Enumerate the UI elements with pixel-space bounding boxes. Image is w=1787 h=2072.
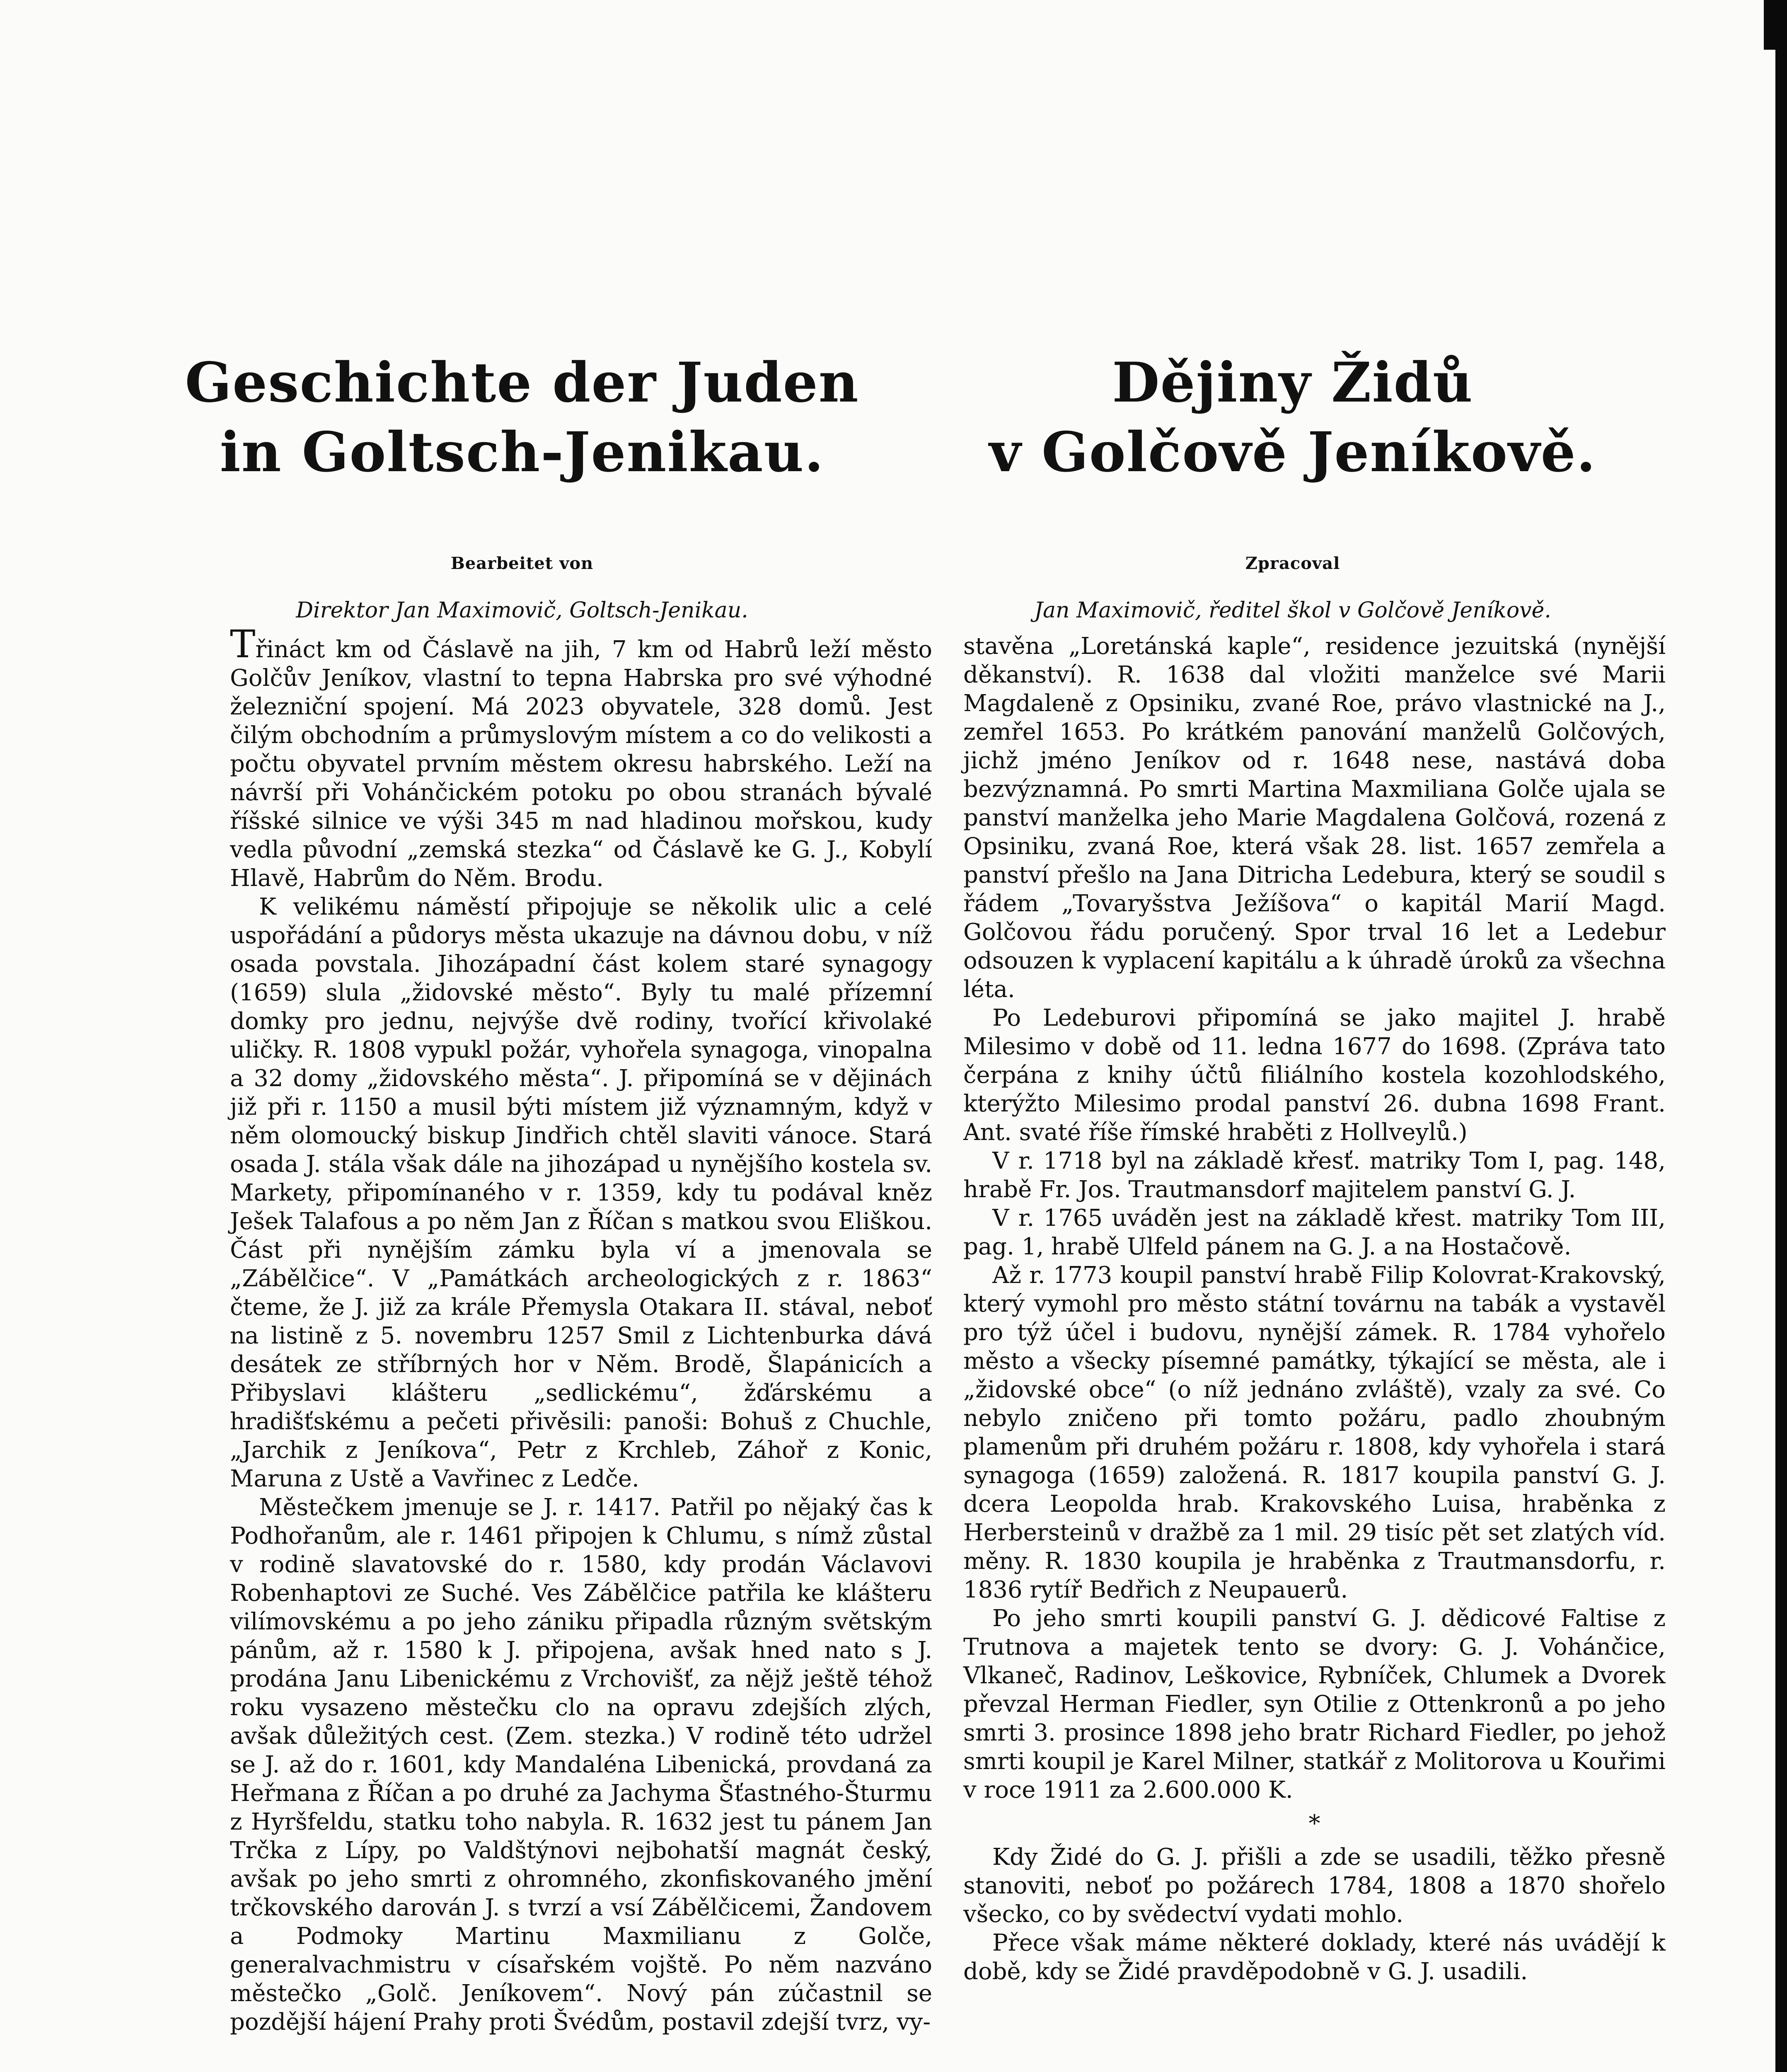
- czech-title-block: [920, 348, 1666, 623]
- left-column: [230, 622, 932, 2072]
- paragraph: [230, 622, 932, 893]
- byline-cz-author: Jan Maximovič, ředitel škol v Golčově Jeníkově.: [1034, 598, 1551, 623]
- drop-cap: T: [230, 622, 256, 666]
- article-body: [230, 622, 1690, 2072]
- paragraph: Přece však máme některé doklady, které nás uvádějí k době, kdy se Židé pravděpodobně v G. J. usadili.: [963, 1929, 1666, 1985]
- scan-edge: [1764, 0, 1775, 50]
- paragraph: stavěna „Loretánská kaple“, residence jezuitská (nynější děkanství). R. 1638 dal vložiti manželce své Marii Magdaleně z Opsiniku, zvané Roe, právo vlastnické na J., zemřel 1653. Po krátkém panování manželů Golčových, jichž jméno Jeníkov od r. 1648 nese, nastává doba bezvýznamná. Po smrti Martina Maxmiliana Golče ujala se panství manželka jeho Marie Magdalena Golčová, rozená z Opsiniku, zvaná Roe, která však 28. list. 1657 zemřela a panství přešlo na Jana Ditricha Ledebura, který se soudil s řádem „Tovaryšstva Ježíšova“ o kapitál Marií Magd. Golčovou řádu poručený. Spor trval 16 let a Ledebur odsouzen k vyplacení kapitálu a k úhradě úroků za všechna léta.: [963, 633, 1666, 1003]
- paragraph: Až r. 1773 koupil panství hrabě Filip Kolovrat-Krakovský, který vymohl pro město státní továrnu na tabák a vystavěl pro týž účel i budovu, nynější zámek. R. 1784 vyhořelo město a všecky písemné památky, týkající se města, ale i „židovské obce“ (o níž jednáno zvláště), vzaly za své. Co nebylo zničeno při tomto požáru, padlo zhoubným plamenům při druhém požáru r. 1808, kdy vyhořela i stará synagoga (1659) založená. R. 1817 koupila panství G. J. dcera Leopolda hrab. Krakovského Luisa, hraběnka z Herbersteinů v dražbě za 1 mil. 29 tisíc pět set zlatých víd. měny. R. 1830 koupila je hraběnka z Trautmansdorfu, r. 1836 rytíř Bedřich z Neupauerů.: [963, 1262, 1666, 1603]
- byline-de-small: Bearbeitet von: [450, 554, 594, 573]
- paragraph: Po Ledeburovi připomíná se jako majitel J. hrabě Milesimo v době od 11. ledna 1677 do 1698. (Zpráva tato čerpána z knihy účtů filiálního kostela kozohlodského, kterýžto Milesimo prodal panství 26. dubna 1698 Frant. Ant. svaté říše římské hraběti z Hollveylů.): [963, 1005, 1666, 1146]
- german-title-block: [149, 348, 895, 623]
- title-cz-line2: v Golčově Jeníkově.: [989, 420, 1596, 484]
- title-cz-line1: Dějiny Židů: [1112, 351, 1473, 415]
- right-column: [963, 632, 1666, 2072]
- paragraph: Městečkem jmenuje se J. r. 1417. Patřil po nějaký čas k Podhořanům, ale r. 1461 připojen k Chlumu, s nímž zůstal v rodině slavatovské do r. 1580, kdy prodán Václavovi Robenhaptovi ze Suché. Ves Zábělčice patřila ke klášteru vilímovskému a po jeho zániku připadla různým světským pánům, až r. 1580 k J. připojena, avšak hned nato s J. prodána Janu Libenickému z Vrchovišť, za nějž ještě téhož roku vysazeno městečku clo na opravu zdejších zlých, avšak důležitých cest. (Zem. stezka.) V rodině této udržel se J. až do r. 1601, kdy Mandaléna Libenická, provdaná za Heřmana z Říčan a po druhé za Jachyma Šťastného-Šturmu z Hyršfeldu, statku toho nabyla. R. 1632 jest tu pánem Jan Trčka z Lípy, po Valdštýnovi nejbohatší magnát český, avšak po jeho smrti z ohromného, zkonfiskovaného jmění trčkovského darován J. s tvrzí a vsí Zábělčicemi, Žandovem a Podmoky Martinu Maxmilianu z Golče, generalvachmistru v císařském vojště. Po něm nazváno městečko „Golč. Jeníkovem“. Nový pán zúčastnil se pozdější hájení Prahy proti Švédům, postavil zdejší tvrz, vy-: [230, 1494, 932, 2036]
- paragraph: Kdy Židé do G. J. přišli a zde se usadili, těžko přesně stanoviti, neboť po požárech 1784, 1808 a 1870 shořelo všecko, co by svědectví vydati mohlo.: [963, 1844, 1666, 1928]
- paragraph: V r. 1718 byl na základě křesť. matriky Tom I, pag. 148, hrabě Fr. Jos. Trautmansdorf majitelem panství G. J.: [963, 1147, 1666, 1203]
- section-separator: *: [1308, 1810, 1320, 1837]
- paragraph: Po jeho smrti koupili panství G. J. dědicové Faltise z Trutnova a majetek tento se dvory: G. J. Vohánčice, Vlkaneč, Radinov, Leškovice, Rybníček, Chlumek a Dvorek převzal Herman Fiedler, syn Otilie z Ottenkronů a po jeho smrti 3. prosince 1898 jeho bratr Richard Fiedler, po jehož smrti koupil je Karel Milner, statkář z Molitorova u Kouřimi v roce 1911 za 2.600.000 K.: [963, 1605, 1666, 1803]
- paragraph: K velikému náměstí připojuje se několik ulic a celé uspořádání a půdorys města ukazuje na dávnou dobu, v níž osada povstala. Jihozápadní část kolem staré synagogy (1659) slula „židovské město“. Byly tu malé přízemní domky pro jednu, nejvýše dvě rodiny, tvořící křivolaké uličky. R. 1808 vypukl požár, vyhořela synagoga, vinopalna a 32 domy „židovského města“. J. připomíná se v dějinách již při r. 1150 a musil býti místem již významným, když v něm olomoucký biskup Jindřich chtěl slaviti vánoce. Stará osada J. stála však dále na jihozápad u nynějšího kostela sv. Markety, připomínaného v r. 1359, kdy tu podával kněz Ješek Talafous a po něm Jan z Říčan s matkou svou Eliškou. Část při nynějším zámku byla ví a jmenovala se „Zábělčice“. V „Památkách archeologických z r. 1863“ čteme, že J. již za krále Přemysla Otakara II. stával, neboť na listině z 5. novembru 1257 Smil z Lichtenburka dává desátek ze stříbrných hor v Něm. Brodě, Šlapánicích a Přibyslavi klášteru „sedlickému“, žďárskému a hradišťskému a pečeti přivěsili: panoši: Bohuš z Chuchle, „Jarchik z Jeníkova“, Petr z Krchleb, Záhoř z Konic, Maruna z Ustě a Vavřinec z Ledče.: [230, 893, 932, 1492]
- byline-de-author: Direktor Jan Maximovič, Goltsch-Jenikau.: [296, 598, 748, 623]
- byline-cz-small: Zpracoval: [1245, 554, 1340, 573]
- paragraph-text: řináct km od Čáslavě na jih, 7 km od Habrů leží město Golčův Jeníkov, vlastní to tepna Habrska pro své výhodné železniční spojení. Má 2023 obyvatele, 328 domů. Jest čilým obchodním a průmyslovým místem a co do velikosti a počtu obyvatel prvním městem okresu habrského. Leží na návrší při Vohánčickém potoku po obou stranách bývalé říšské silnice ve výši 345 m nad hladinou mořskou, kudy vedla původní „zemská stezka“ od Čáslavě ke G. J., Kobylí Hlavě, Habrům do Něm. Brodu.: [230, 636, 932, 892]
- title-de-line1: Geschichte der Juden: [185, 351, 859, 415]
- paragraph: V r. 1765 uváděn jest na základě křest. matriky Tom III, pag. 1, hrabě Ulfeld pánem na G. J. a na Hostačově.: [963, 1205, 1666, 1260]
- title-de-line2: in Goltsch-Jenikau.: [220, 420, 825, 484]
